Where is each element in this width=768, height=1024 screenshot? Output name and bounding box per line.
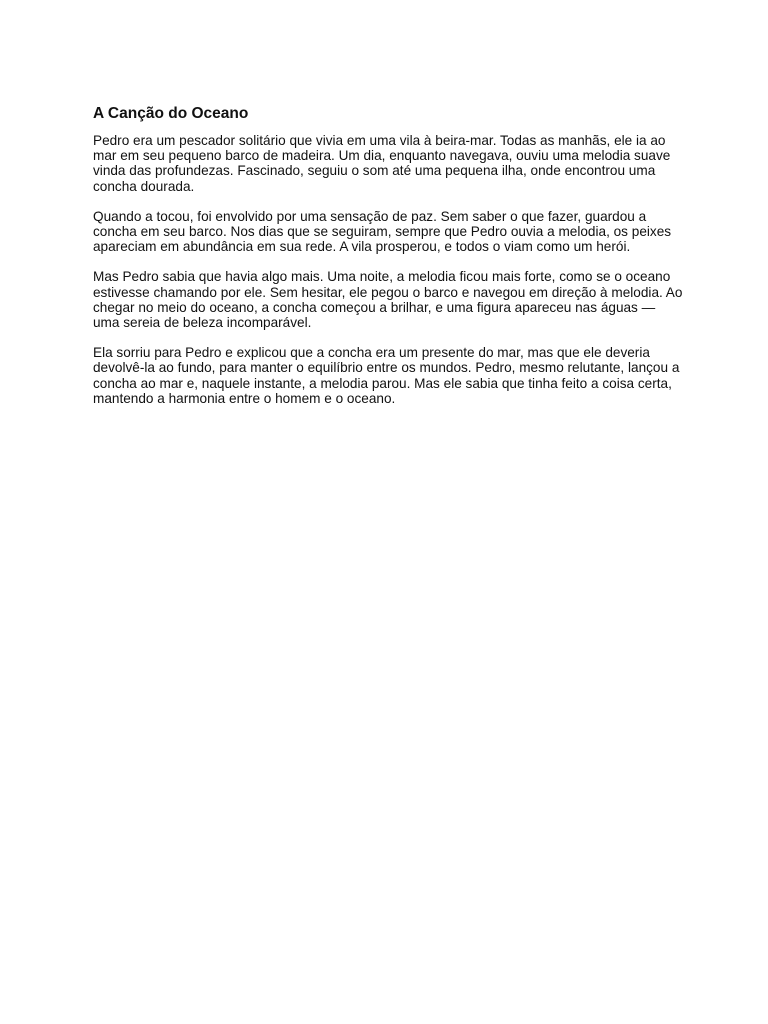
paragraph-4: Ela sorriu para Pedro e explicou que a concha era um presente do mar, mas que ele deveria devolvê-la ao fundo, para manter o equilíbrio entre os mundos. Pedro, mesmo relutante, lançou a concha ao mar e, naquele instante, a melodia parou. Mas ele sabia que tinha feito a coisa certa, mantendo a harmonia entre o homem e o oceano. [93, 345, 680, 406]
paragraph-3: Mas Pedro sabia que havia algo mais. Uma noite, a melodia ficou mais forte, como se o oceano estivesse chamando por ele. Sem hesitar, ele pegou o barco e navegou em direção à melodia. Ao chegar no meio do oceano, a concha começou a brilhar, e uma figura apareceu nas águas — uma sereia de beleza incomparável. [93, 269, 683, 331]
document-title: A Canção do Oceano [93, 105, 249, 122]
paragraph-1: Pedro era um pescador solitário que vivia em uma vila à beira-mar. Todas as manhãs, ele ia ao mar em seu pequeno barco de madeira. Um dia, enquanto navegava, ouviu uma melodia suave vinda das profundezas. Fascinado, seguiu o som até uma pequena ilha, onde encontrou uma concha dourada. [93, 133, 671, 194]
paragraph-2: Quando a tocou, foi envolvido por uma sensação de paz. Sem saber o que fazer, guardou a concha em seu barco. Nos dias que se seguiram, sempre que Pedro ouvia a melodia, os peixes apareciam em abundância em sua rede. A vila prosperou, e todos o viam como um herói. [93, 208, 672, 255]
document-page [93, 104, 683, 421]
